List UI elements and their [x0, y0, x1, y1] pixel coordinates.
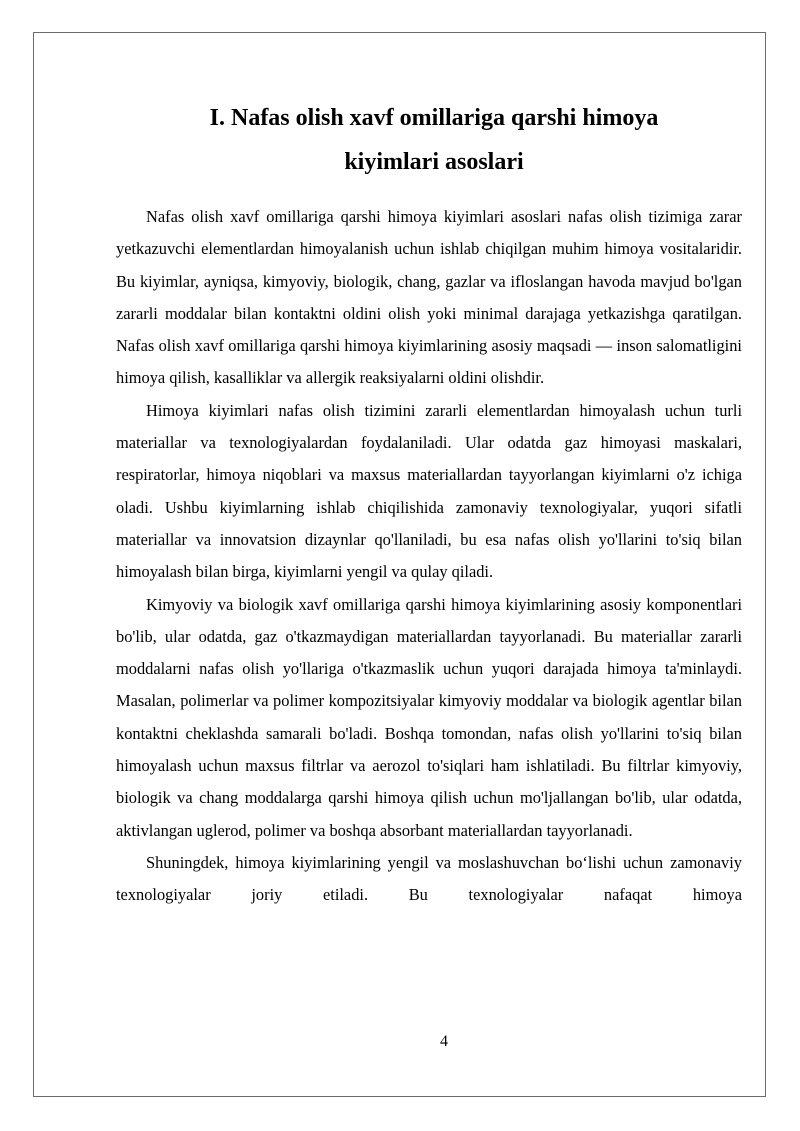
paragraph-2: Himoya kiyimlari nafas olish tizimini zararli elementlardan himoyalash uchun turli materiallar va texnologiyalardan foydalaniladi. Ular odatda gaz himoyasi maskalari, respiratorlar, himoya niqoblari va maxsus materiallardan tayyorlangan kiyimlarni o'z ichiga oladi. Ushbu kiyimlarning ishlab chiqilishida zamonaviy texnologiyalar, yuqori sifatli materiallar va innovatsion dizaynlar qo'llaniladi, bu esa nafas olish yo'llarini to'siq bilan himoyalash bilan birga, kiyimlarni yengil va qulay qiladi.: [116, 400, 742, 582]
paragraph-4: Shuningdek, himoya kiyimlarining yengil va moslashuvchan bo‘lishi uchun zamonaviy texnologiyalar joriy etiladi. Bu texnologiyalar nafaqat himoya: [116, 852, 742, 905]
paragraph-1: Nafas olish xavf omillariga qarshi himoya kiyimlari asoslari nafas olish tizimiga zarar yetkazuvchi elementlardan himoyalanish uchun ishlab chiqilgan muhim himoya vositalaridir. Bu kiyimlar, ayniqsa, kimyoviy, biologik, chang, gazlar va ifloslangan havoda mavjud bo'lgan zararli moddalar bilan kontaktni oldini olish yoki minimal darajaga yetkazishga qaratilgan. Nafas olish xavf omillariga qarshi himoya kiyimlarining asosiy maqsadi — inson salomatligini himoya qilish, kasalliklar va allergik reaksiyalarni oldini olishdir.: [116, 207, 742, 388]
section-title-line-2: kiyimlari asoslari: [344, 149, 524, 175]
paragraph-3: Kimyoviy va biologik xavf omillariga qarshi himoya kiyimlarining asosiy komponentlari bo'lib, ular odatda, gaz o'tkazmaydigan materiallardan tayyorlanadi. Bu materiallar zararli moddalarni nafas olish yo'llariga o'tkazmaslik uchun yuqori darajada himoya ta'minlaydi. Masalan, polimerlar va polimer kompozitsiyalar kimyoviy moddalar va biologik agentlar bilan kontaktni cheklashda samarali bo'ladi. Boshqa tomondan, nafas olish yo'llarini to'siq bilan himoyalash uchun maxsus filtrlar va aerozol to'siqlari ham ishlatiladi. Bu filtrlar kimyoviy, biologik va chang moddalarga qarshi himoya qilish uchun mo'ljallangan bo'lib, ular odatda, aktivlangan uglerod, polimer va boshqa absorbant materiallardan tayyorlanadi.: [116, 594, 742, 840]
body-text: [116, 201, 742, 912]
section-title-line-1: I. Nafas olish xavf omillariga qarshi himoya: [209, 105, 659, 131]
page-number: 4: [440, 1033, 448, 1050]
section-title: [116, 96, 742, 184]
document-body: [116, 96, 742, 912]
